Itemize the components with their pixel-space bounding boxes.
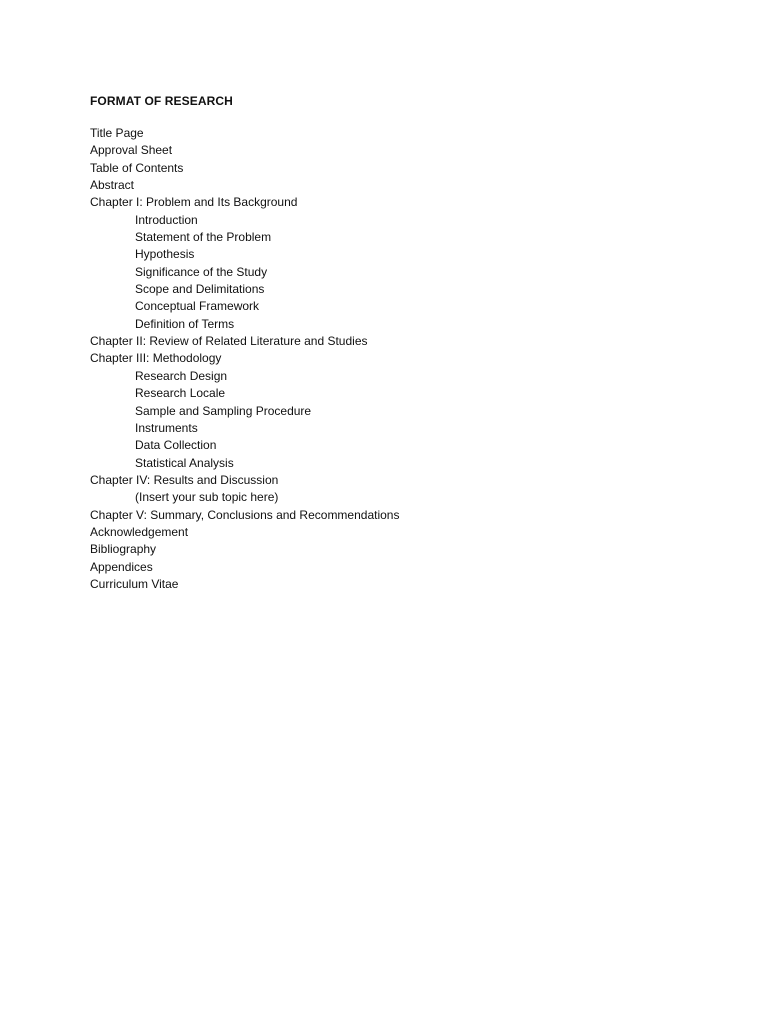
outline-subitem: Conceptual Framework [135, 299, 260, 314]
outline-item: Chapter I: Problem and Its Background [90, 195, 298, 210]
outline-item: Title Page [90, 126, 144, 140]
outline-subitem: Statistical Analysis [135, 455, 234, 470]
outline-item: Chapter IV: Results and Discussion [90, 472, 279, 487]
outline-item: Approval Sheet [90, 143, 173, 158]
outline-item: Chapter II: Review of Related Literature and Studies [90, 334, 368, 349]
outline-subitem: Hypothesis [135, 247, 195, 262]
outline-subitem: Research Locale [135, 386, 226, 401]
outline-subitem: (Insert your sub topic here) [135, 490, 279, 505]
outline-item: Abstract [90, 178, 135, 193]
outline-item: Chapter V: Summary, Conclusions and Recommendations [90, 507, 400, 522]
outline-item: Bibliography [90, 542, 157, 557]
outline-subitem: Research Design [135, 368, 228, 383]
outline-item: Acknowledgement [90, 524, 189, 539]
outline-list [90, 125, 399, 593]
outline-subitem: Scope and Delimitations [135, 282, 265, 297]
outline-item: Chapter III: Methodology [90, 351, 222, 366]
outline-subitem: Definition of Terms [135, 316, 235, 331]
document-title: FORMAT OF RESEARCH [90, 94, 233, 108]
outline-subitem: Introduction [135, 212, 198, 227]
outline-subitem: Statement of the Problem [135, 230, 272, 245]
outline-subitem: Instruments [135, 420, 198, 435]
outline-item: Curriculum Vitae [90, 576, 179, 591]
outline-item: Table of Contents [90, 160, 184, 175]
outline-subitem: Sample and Sampling Procedure [135, 403, 312, 418]
outline-subitem: Significance of the Study [135, 264, 268, 279]
outline-subitem: Data Collection [135, 438, 217, 453]
outline-item: Appendices [90, 559, 153, 574]
